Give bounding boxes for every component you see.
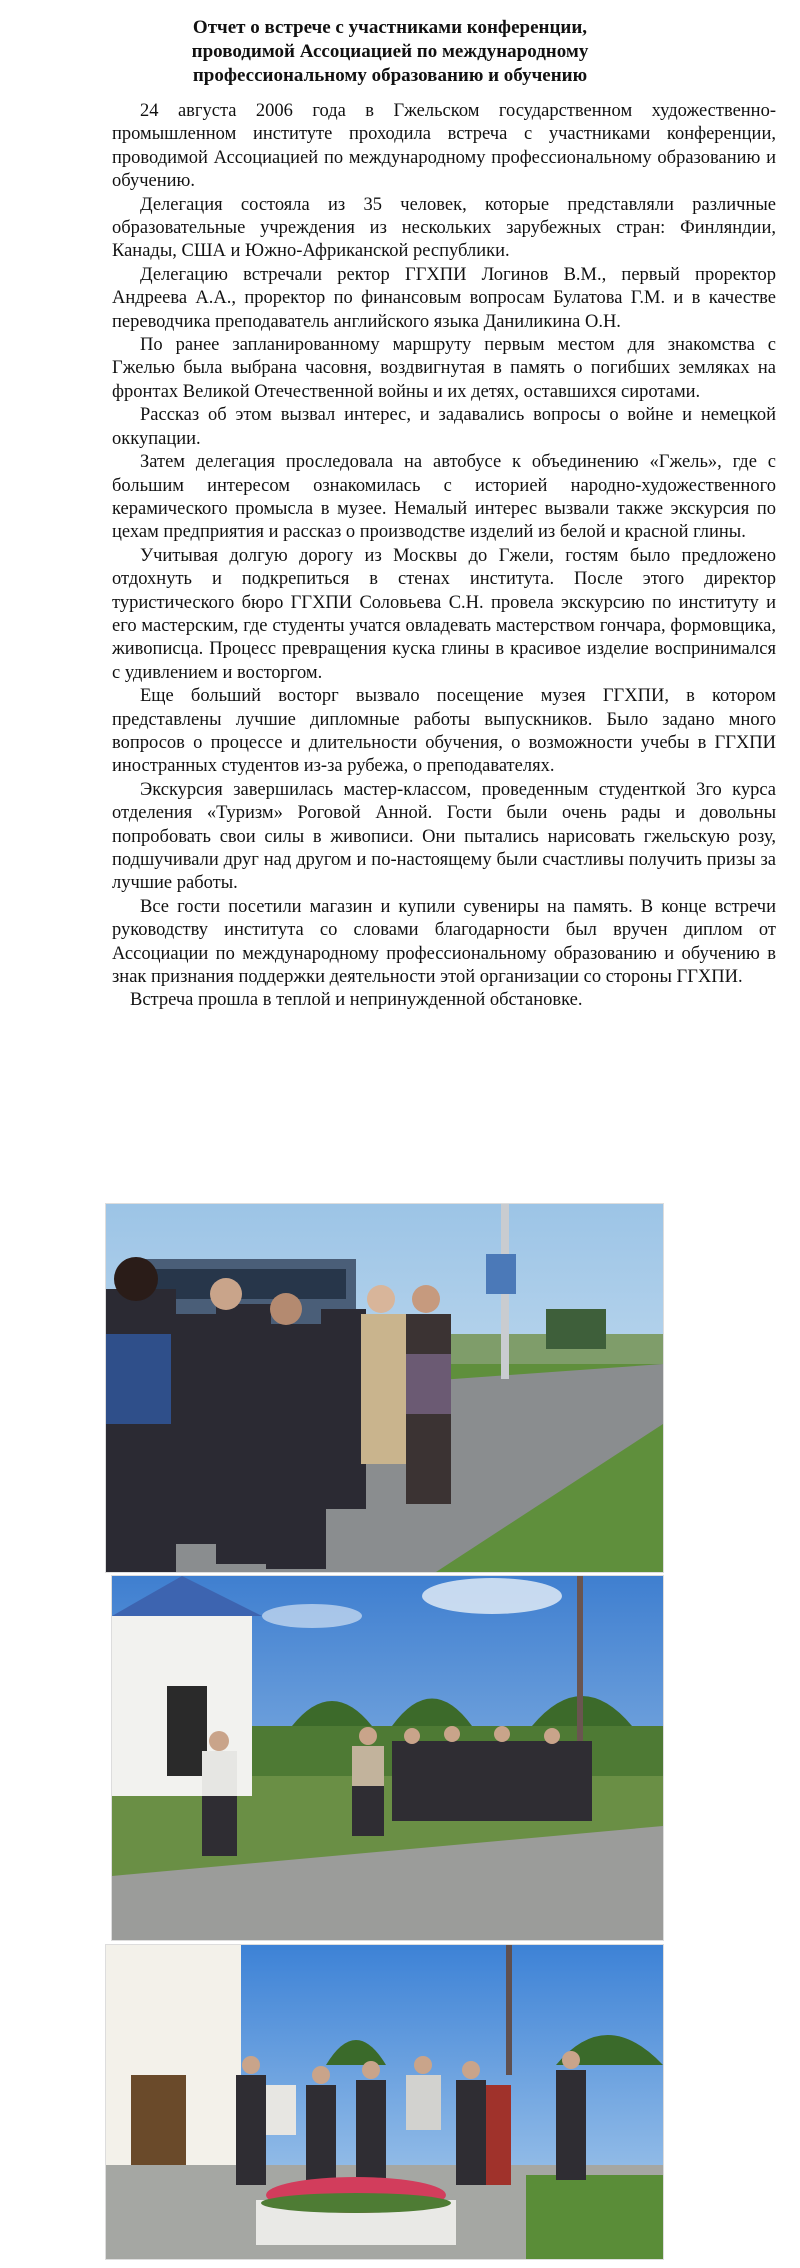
title-line-1: Отчет о встрече с участниками конференции, xyxy=(192,17,588,38)
title-line-3: профессиональному образованию и обучению xyxy=(192,65,588,86)
paragraph: Учитывая долгую дорогу из Москвы до Гжели, гостям было предложено отдохнуть и подкрепиться в стенах института. После этого директор туристического бюро ГГХПИ Соловьева С.Н. провела экскурсию по институту и его мастерским, где студенты учатся овладевать мастерством гончара, формовщика, живописца. Процесс превращения куска глины в красивое изделие воспринимался с удивлением и восторгом. xyxy=(112,545,776,683)
report-body xyxy=(112,100,776,1013)
paragraph: Еще больший восторг вызвало посещение музея ГГХПИ, в котором представлены лучшие дипломные работы выпускников. Было задано много вопросов о процессе и длительности обучения, о возможности учебы в ГГХПИ иностранных студентов из-за рубежа, о преподавателях. xyxy=(112,686,776,777)
paragraph: Встреча прошла в теплой и непринужденной обстановке. xyxy=(130,990,583,1011)
paragraph: Рассказ об этом вызвал интерес, и задавались вопросы о войне и немецкой оккупации. xyxy=(112,405,776,449)
paragraph: 24 августа 2006 года в Гжельском государственном художественно-промышленном институте проходила встреча с участниками конференции, проводимой Ассоциацией по международному профессиональному образованию и обучению. xyxy=(112,101,776,192)
paragraph: Экскурсия завершилась мастер-классом, проведенным студенткой 3го курса отделения «Туризм» Роговой Анной. Гости были очень рады и довольны попробовать свои силы в живописи. Они пытались нарисовать гжельскую розу, подшучивали друг над другом и по-настоящему были счастливы получить призы за лучшие работы. xyxy=(112,779,776,894)
paragraph: Все гости посетили магазин и купили сувениры на память. В конце встречи руководству института со словами благодарности был вручен диплом от Ассоциации по международному профессиональному образованию и обучению в знак признания поддержки деятельности этой организации со стороны ГГХПИ. xyxy=(112,896,776,988)
photo-group-at-chapel-image xyxy=(112,1576,663,1940)
photo-delegation-at-bus xyxy=(106,1204,663,1572)
paragraph: Делегацию встречали ректор ГГХПИ Логинов В.М., первый проректор Андреева А.А., проректор по финансовым вопросам Булатова Г.М. и в качестве переводчика преподаватель английского языка Даниликина О.Н. xyxy=(112,264,776,332)
title-line-2: проводимой Ассоциацией по международному xyxy=(191,41,589,62)
photo-group-at-chapel xyxy=(112,1576,663,1940)
paragraph: По ранее запланированному маршруту первым местом для знакомства с Гжелью была выбрана часовня, воздвигнутая в память о погибших земляках на фронтах Великой Отечественной войны и их детях, оставшихся сиротами. xyxy=(112,335,776,402)
photo-guests-near-chapel-image xyxy=(106,1945,663,2259)
photo-guests-near-chapel xyxy=(106,1945,663,2259)
document-title xyxy=(110,16,670,88)
paragraph: Делегация состояла из 35 человек, которые представляли различные образовательные учреждения из нескольких зарубежных стран: Финляндии, Канады, США и Южно-Африканской республики. xyxy=(112,194,776,262)
paragraph: Затем делегация проследовала на автобусе к объединению «Гжель», где с большим интересом ознакомилась с историей народно-художественного керамического промысла в музее. Немалый интерес вызвали также экскурсия по цехам предприятия и рассказ о производстве изделий из белой и красной глины. xyxy=(112,452,776,543)
photo-delegation-at-bus-image xyxy=(106,1204,663,1572)
